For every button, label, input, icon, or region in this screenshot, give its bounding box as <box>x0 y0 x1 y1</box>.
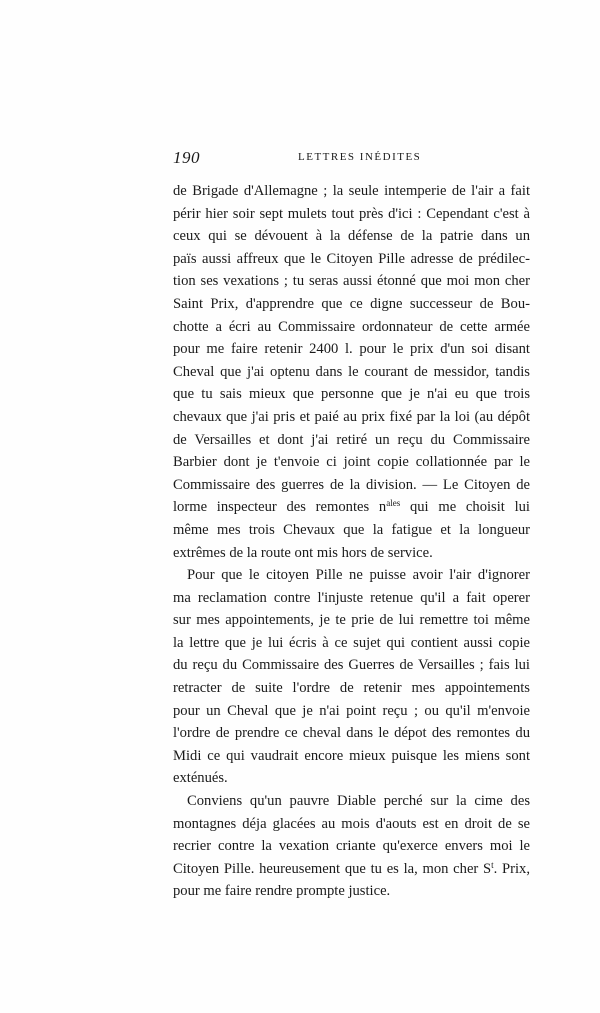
text-line: ceux qui se dévouent à la défense de la patrie dans un <box>173 228 530 245</box>
text-segment: Citoyen Pille. heureusement que tu es la, mon cher S <box>173 860 492 877</box>
text-line: Conviens qu'un pauvre Diable perché sur la cime des <box>187 793 530 810</box>
text-segment: . Prix, <box>493 860 530 877</box>
paragraph-1 <box>173 180 530 564</box>
text-line: de Versailles et dont j'ai retiré un reçu du Commissaire <box>173 431 530 448</box>
text-line: Commissaire des guerres de la division. — Le Citoyen de <box>173 476 530 493</box>
text-line: chotte a écri au Commissaire ordonnateur de cette armée <box>173 318 530 335</box>
text-line: païs aussi affreux que le Citoyen Pille adresse de prédilec- <box>173 250 530 267</box>
page-header <box>173 148 530 168</box>
letter-text <box>173 180 530 903</box>
text-line: Cheval que j'ai optenu dans le courant de messidor, tandis <box>173 363 530 380</box>
paragraph-2 <box>173 564 530 790</box>
text-line: même mes trois Chevaux que la fatigue et la longueur <box>173 521 530 538</box>
text-line: la lettre que je lui écris à ce sujet qui contient aussi copie <box>173 634 530 651</box>
running-head: LETTRES INÉDITES <box>298 151 422 163</box>
text-line: pour me faire retenir 2400 l. pour le prix d'un soi disant <box>173 341 530 358</box>
text-line: pour un Cheval que je n'ai point reçu ; ou qu'il m'envoie <box>173 702 530 719</box>
text-line: du reçu du Commissaire des Guerres de Versailles ; fais lui <box>173 657 530 674</box>
text-line-with-superscript <box>173 858 530 881</box>
text-line: tion ses vexations ; tu seras aussi étonné que moi mon cher <box>173 273 530 290</box>
text-line: Barbier dont je t'envoie ci joint copie collationnée par le <box>173 454 530 471</box>
text-segment: qui me choisit lui <box>400 499 530 516</box>
text-line: ma reclamation contre l'injuste retenue qu'il a fait operer <box>173 589 530 606</box>
text-line-with-superscript <box>173 496 530 519</box>
text-line: que tu sais mieux que personne que je n'ai eu que trois <box>173 386 530 403</box>
text-line: Saint Prix, d'apprendre que ce digne successeur de Bou- <box>173 295 530 312</box>
text-line: recrier contre la vexation criante qu'exerce envers moi le <box>173 838 530 855</box>
text-segment: lorme inspecteur des remontes n <box>173 499 387 516</box>
text-line: retracter de suite l'ordre de retenir mes appointements <box>173 680 530 697</box>
text-line: Pour que le citoyen Pille ne puisse avoir l'air d'ignorer <box>187 567 530 584</box>
text-line: sur mes appointements, je te prie de lui remettre toi même <box>173 612 530 629</box>
text-line: pour me faire rendre prompte justice. <box>173 883 391 900</box>
text-line: l'ordre de prendre ce cheval dans le dépot des remontes du <box>173 725 530 742</box>
text-line: de Brigade d'Allemagne ; la seule intemperie de l'air a fait <box>173 183 530 199</box>
text-line: exténués. <box>173 770 228 787</box>
superscript: ales <box>386 498 401 509</box>
page-number: 190 <box>173 148 200 167</box>
text-line: montagnes déja glacées au mois d'aouts est en droit de se <box>173 815 530 832</box>
superscript: t <box>491 859 494 870</box>
text-line: Midi ce qui vaudrait encore mieux puisque les miens sont <box>173 747 530 764</box>
text-line: périr hier soir sept mulets tout près d'ici : Cependant c'est à <box>173 205 530 222</box>
text-line: extrêmes de la route ont mis hors de service. <box>173 544 433 561</box>
text-line: chevaux que j'ai pris et paié au prix fixé par la loi (au dépôt <box>173 408 530 425</box>
paragraph-3 <box>173 790 530 903</box>
